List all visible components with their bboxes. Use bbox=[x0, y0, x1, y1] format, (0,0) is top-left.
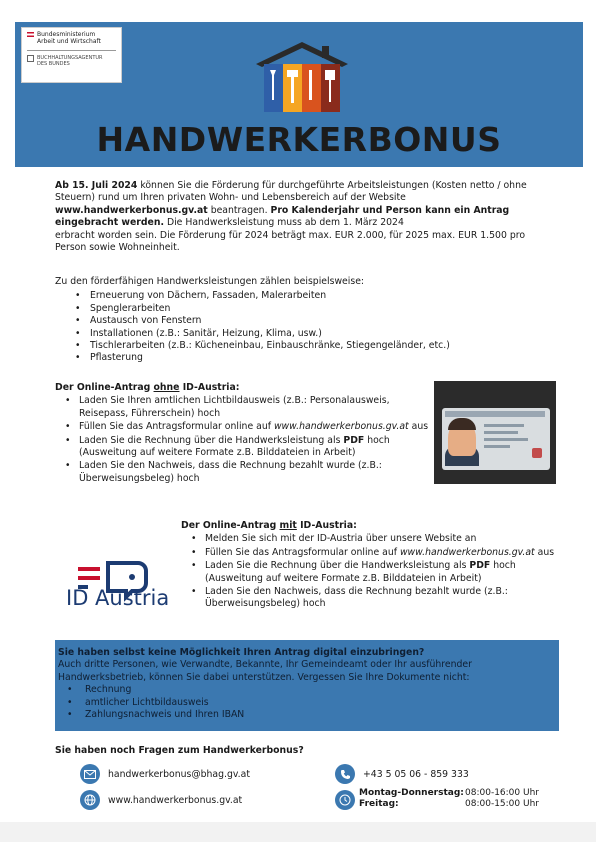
id-card-line bbox=[484, 431, 518, 434]
hours-row bbox=[359, 799, 539, 810]
list-item: • Spenglerarbeiten bbox=[55, 303, 535, 315]
id-card-line bbox=[484, 424, 524, 427]
help-documents-list bbox=[55, 684, 559, 721]
list-item bbox=[55, 435, 435, 460]
contact-phone-row bbox=[335, 764, 469, 784]
without-id-section bbox=[55, 382, 435, 486]
agency-name-line2: DES BUNDES bbox=[37, 61, 70, 67]
step-text: aus bbox=[408, 421, 429, 433]
intro-paragraph bbox=[55, 180, 555, 254]
list-item bbox=[181, 547, 561, 559]
help-box bbox=[55, 640, 559, 731]
id-card-header bbox=[445, 411, 545, 417]
id-card bbox=[442, 408, 550, 470]
list-item: • Austausch von Fenstern bbox=[55, 315, 535, 327]
eligible-lead: Zu den förderfähigen Handwerksleistungen zählen beispielsweise: bbox=[55, 276, 365, 287]
id-card-photo bbox=[434, 381, 556, 484]
hours-value: 08:00-16:00 Uhr bbox=[465, 788, 539, 798]
step-text: Laden Sie die Rechnung über die Handwerksleistung als bbox=[205, 560, 470, 572]
website-link[interactable]: www.handwerkerbonus.gv.at bbox=[399, 546, 535, 558]
help-heading: Sie haben selbst keine Möglichkeit Ihren Antrag digital einzubringen? bbox=[58, 647, 425, 658]
contact-heading: Sie haben noch Fragen zum Handwerkerbonus? bbox=[55, 745, 304, 756]
id-card-line bbox=[484, 445, 510, 448]
agency-name-line1: BUCHHALTUNGSAGENTUR bbox=[37, 55, 103, 61]
contact-email[interactable]: handwerkerbonus@bhag.gv.at bbox=[108, 768, 250, 780]
intro-text-4: erbracht worden sein. Die Förderung für 2024 beträgt max. EUR 2.000, für 2025 max. EUR 1.500 pro Person sowie Wohneinheit. bbox=[55, 229, 526, 254]
id-austria-logo-text: ID Austria bbox=[66, 586, 170, 610]
heading-part: ID-Austria: bbox=[179, 382, 240, 393]
phone-icon bbox=[335, 764, 355, 784]
without-id-steps bbox=[55, 395, 435, 485]
pdf-label: PDF bbox=[469, 560, 491, 572]
intro-text-2: beantragen. bbox=[207, 204, 271, 216]
heading-underlined: mit bbox=[279, 520, 297, 531]
list-item: • Rechnung bbox=[55, 684, 559, 696]
ministry-logo bbox=[21, 27, 122, 83]
without-id-heading bbox=[55, 382, 435, 394]
step-text: Füllen Sie das Antragsformular online auf bbox=[79, 421, 274, 433]
heading-part: Der Online-Antrag bbox=[55, 382, 154, 393]
list-item: • Zahlungsnachweis und Ihren IBAN bbox=[55, 709, 559, 721]
footer-strip bbox=[0, 822, 596, 842]
with-id-section bbox=[181, 520, 561, 612]
list-item: • Laden Sie den Nachweis, dass die Rechnung bezahlt wurde (z.B.: Überweisungsbeleg) hoch bbox=[181, 586, 561, 611]
contact-email-row bbox=[80, 764, 250, 784]
list-item bbox=[181, 560, 561, 585]
email-icon bbox=[80, 764, 100, 784]
step-text: aus bbox=[534, 546, 555, 558]
eligible-section bbox=[55, 276, 535, 365]
list-item: • Laden Sie den Nachweis, dass die Rechnung bezahlt wurde (z.B.: Überweisungsbeleg) hoch bbox=[55, 460, 435, 485]
austria-flag-icon bbox=[27, 32, 34, 37]
office-hours bbox=[359, 788, 539, 810]
list-item: • Tischlerarbeiten (z.B.: Kücheneinbau, Einbauschränke, Stiegengeländer, etc.) bbox=[55, 340, 535, 352]
logo-divider bbox=[27, 50, 116, 51]
step-text: hoch (Ausweitung auf weitere Formate z.B. Bilddateien in Arbeit) bbox=[79, 434, 390, 459]
with-id-heading bbox=[181, 520, 561, 532]
list-item: • Installationen (z.B.: Sanitär, Heizung, Klima, usw.) bbox=[55, 328, 535, 340]
list-item bbox=[55, 421, 435, 433]
list-item: • Laden Sie Ihren amtlichen Lichtbildausweis (z.B.: Personalausweis, Reisepass, Führerschein) hoch bbox=[55, 395, 435, 420]
list-item: • Pflasterung bbox=[55, 352, 535, 364]
contact-phone[interactable]: +43 5 05 06 - 859 333 bbox=[363, 768, 469, 780]
contact-website[interactable]: www.handwerkerbonus.gv.at bbox=[108, 794, 243, 806]
house-tools-icon bbox=[254, 40, 350, 114]
ministry-name-line2: Arbeit und Wirtschaft bbox=[37, 38, 101, 45]
ministry-name-line1: Bundesministerium bbox=[37, 31, 96, 38]
intro-rule: Pro Kalenderjahr und Person kann ein Antrag eingebracht werden. bbox=[55, 204, 510, 229]
intro-date: Ab 15. Juli 2024 bbox=[55, 180, 138, 191]
list-item: • Erneuerung von Dächern, Fassaden, Malerarbeiten bbox=[55, 290, 535, 302]
id-card-line bbox=[484, 438, 528, 441]
agency-mark-icon bbox=[27, 55, 34, 62]
page-title: HANDWERKERBONUS bbox=[96, 120, 502, 159]
eligible-list bbox=[55, 290, 535, 364]
intro-text-3: Die Handwerksleistung muss ab dem 1. März 2024 bbox=[163, 217, 404, 229]
step-text: hoch (Ausweitung auf weitere Formate z.B. Bilddateien in Arbeit) bbox=[205, 560, 516, 584]
with-id-steps bbox=[181, 533, 561, 610]
pdf-label: PDF bbox=[343, 434, 365, 446]
step-text: Füllen Sie das Antragsformular online auf bbox=[205, 546, 400, 558]
heading-part: ID-Austria: bbox=[296, 520, 357, 531]
hours-row bbox=[359, 788, 539, 799]
contact-website-row bbox=[80, 790, 242, 810]
heading-underlined: ohne bbox=[153, 382, 180, 393]
hours-value: 08:00-15:00 Uhr bbox=[465, 799, 539, 809]
id-card-chip bbox=[532, 448, 542, 458]
list-item: • Melden Sie sich mit der ID-Austria über unsere Website an bbox=[181, 533, 561, 545]
step-text: Laden Sie die Rechnung über die Handwerksleistung als bbox=[79, 434, 344, 446]
help-body: Auch dritte Personen, wie Verwandte, Bekannte, Ihr Gemeindeamt oder Ihr ausführender Handwerksbetrieb, können Sie dabei unterstützen. Vergessen Sie Ihre Dokumente nicht: bbox=[58, 659, 472, 683]
hours-label: Montag-Donnerstag: bbox=[359, 788, 464, 798]
id-card-hair bbox=[448, 418, 476, 430]
globe-icon bbox=[80, 790, 100, 810]
list-item: • amtlicher Lichtbildausweis bbox=[55, 697, 559, 709]
website-link[interactable]: www.handwerkerbonus.gv.at bbox=[273, 421, 409, 433]
hours-label: Freitag: bbox=[359, 799, 399, 809]
intro-text-1: können Sie die Förderung für durchgeführte Arbeitsleistungen (Kosten netto / ohne Steuern) rund um Ihren privaten Wohn- und Lebensbereich auf der Website bbox=[55, 180, 527, 204]
intro-website: www.handwerkerbonus.gv.at bbox=[55, 204, 208, 216]
heading-part: Der Online-Antrag bbox=[181, 520, 280, 531]
clock-icon bbox=[335, 790, 355, 810]
